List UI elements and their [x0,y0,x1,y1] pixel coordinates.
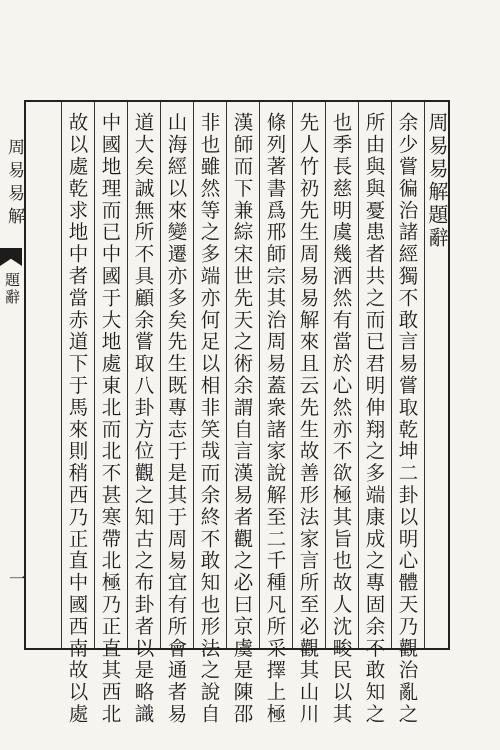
fish-tail-mark [0,248,22,266]
text-column: 所由與與憂患者共之而已君明伸翔之多端康成之專固余不敢知之 [362,112,386,726]
text-column: 道大矣誠無所不具顧余嘗取八卦方位觀之知古之布卦者以是略識 [131,112,155,726]
folio-number: 一 [5,570,25,587]
column-rule [193,102,194,648]
fold-margin [0,100,24,650]
text-column: 漢師而下兼綜宋世先天之術余謂自言漢易者觀之必曰京虞是陳邵 [230,112,254,726]
margin-section: 題辭 [3,272,21,306]
text-column: 中國地理而已中國于大地處東北而北不甚寒帶北極乃正直其西北 [98,112,122,726]
text-column-heading: 周易易解題辭 [425,112,449,250]
column-rule [358,102,359,648]
text-column: 山海經以來變遷亦多矣先生既專志于是其于周易宜有所會通者易 [164,112,188,726]
margin-title: 周易易解 [4,138,24,230]
text-frame [24,100,450,726]
column-rule [61,102,62,648]
text-column: 余少嘗徧治諸經獨不敢言易嘗取乾坤二卦以明心體天乃觀治亂之 [395,112,419,726]
column-rule [127,102,128,648]
column-rule [259,102,260,648]
text-column: 非也雖然等之多端亦何足以相非笑哉而余終不敢知也形法之說自 [197,112,221,726]
text-column: 條列著書爲邢師宗其治周易蓋衆諸家說解至二千種凡所采擇上極 [263,112,287,726]
column-rule [292,102,293,648]
column-rule [325,102,326,648]
column-rule [160,102,161,648]
text-column: 也季長慈明虞幾洒然有當於心然亦不欲極其旨也故人沈畯民以其 [329,112,353,726]
column-rule [391,102,392,648]
text-column: 先人竹礽先生周易易解來且云先生故善形法家言所至必觀其山川 [296,112,320,726]
column-rule [226,102,227,648]
text-column: 故以處乾求地中者當赤道下于馬來則稍西乃正直中國西南故以處 [65,112,89,726]
column-rule [94,102,95,648]
